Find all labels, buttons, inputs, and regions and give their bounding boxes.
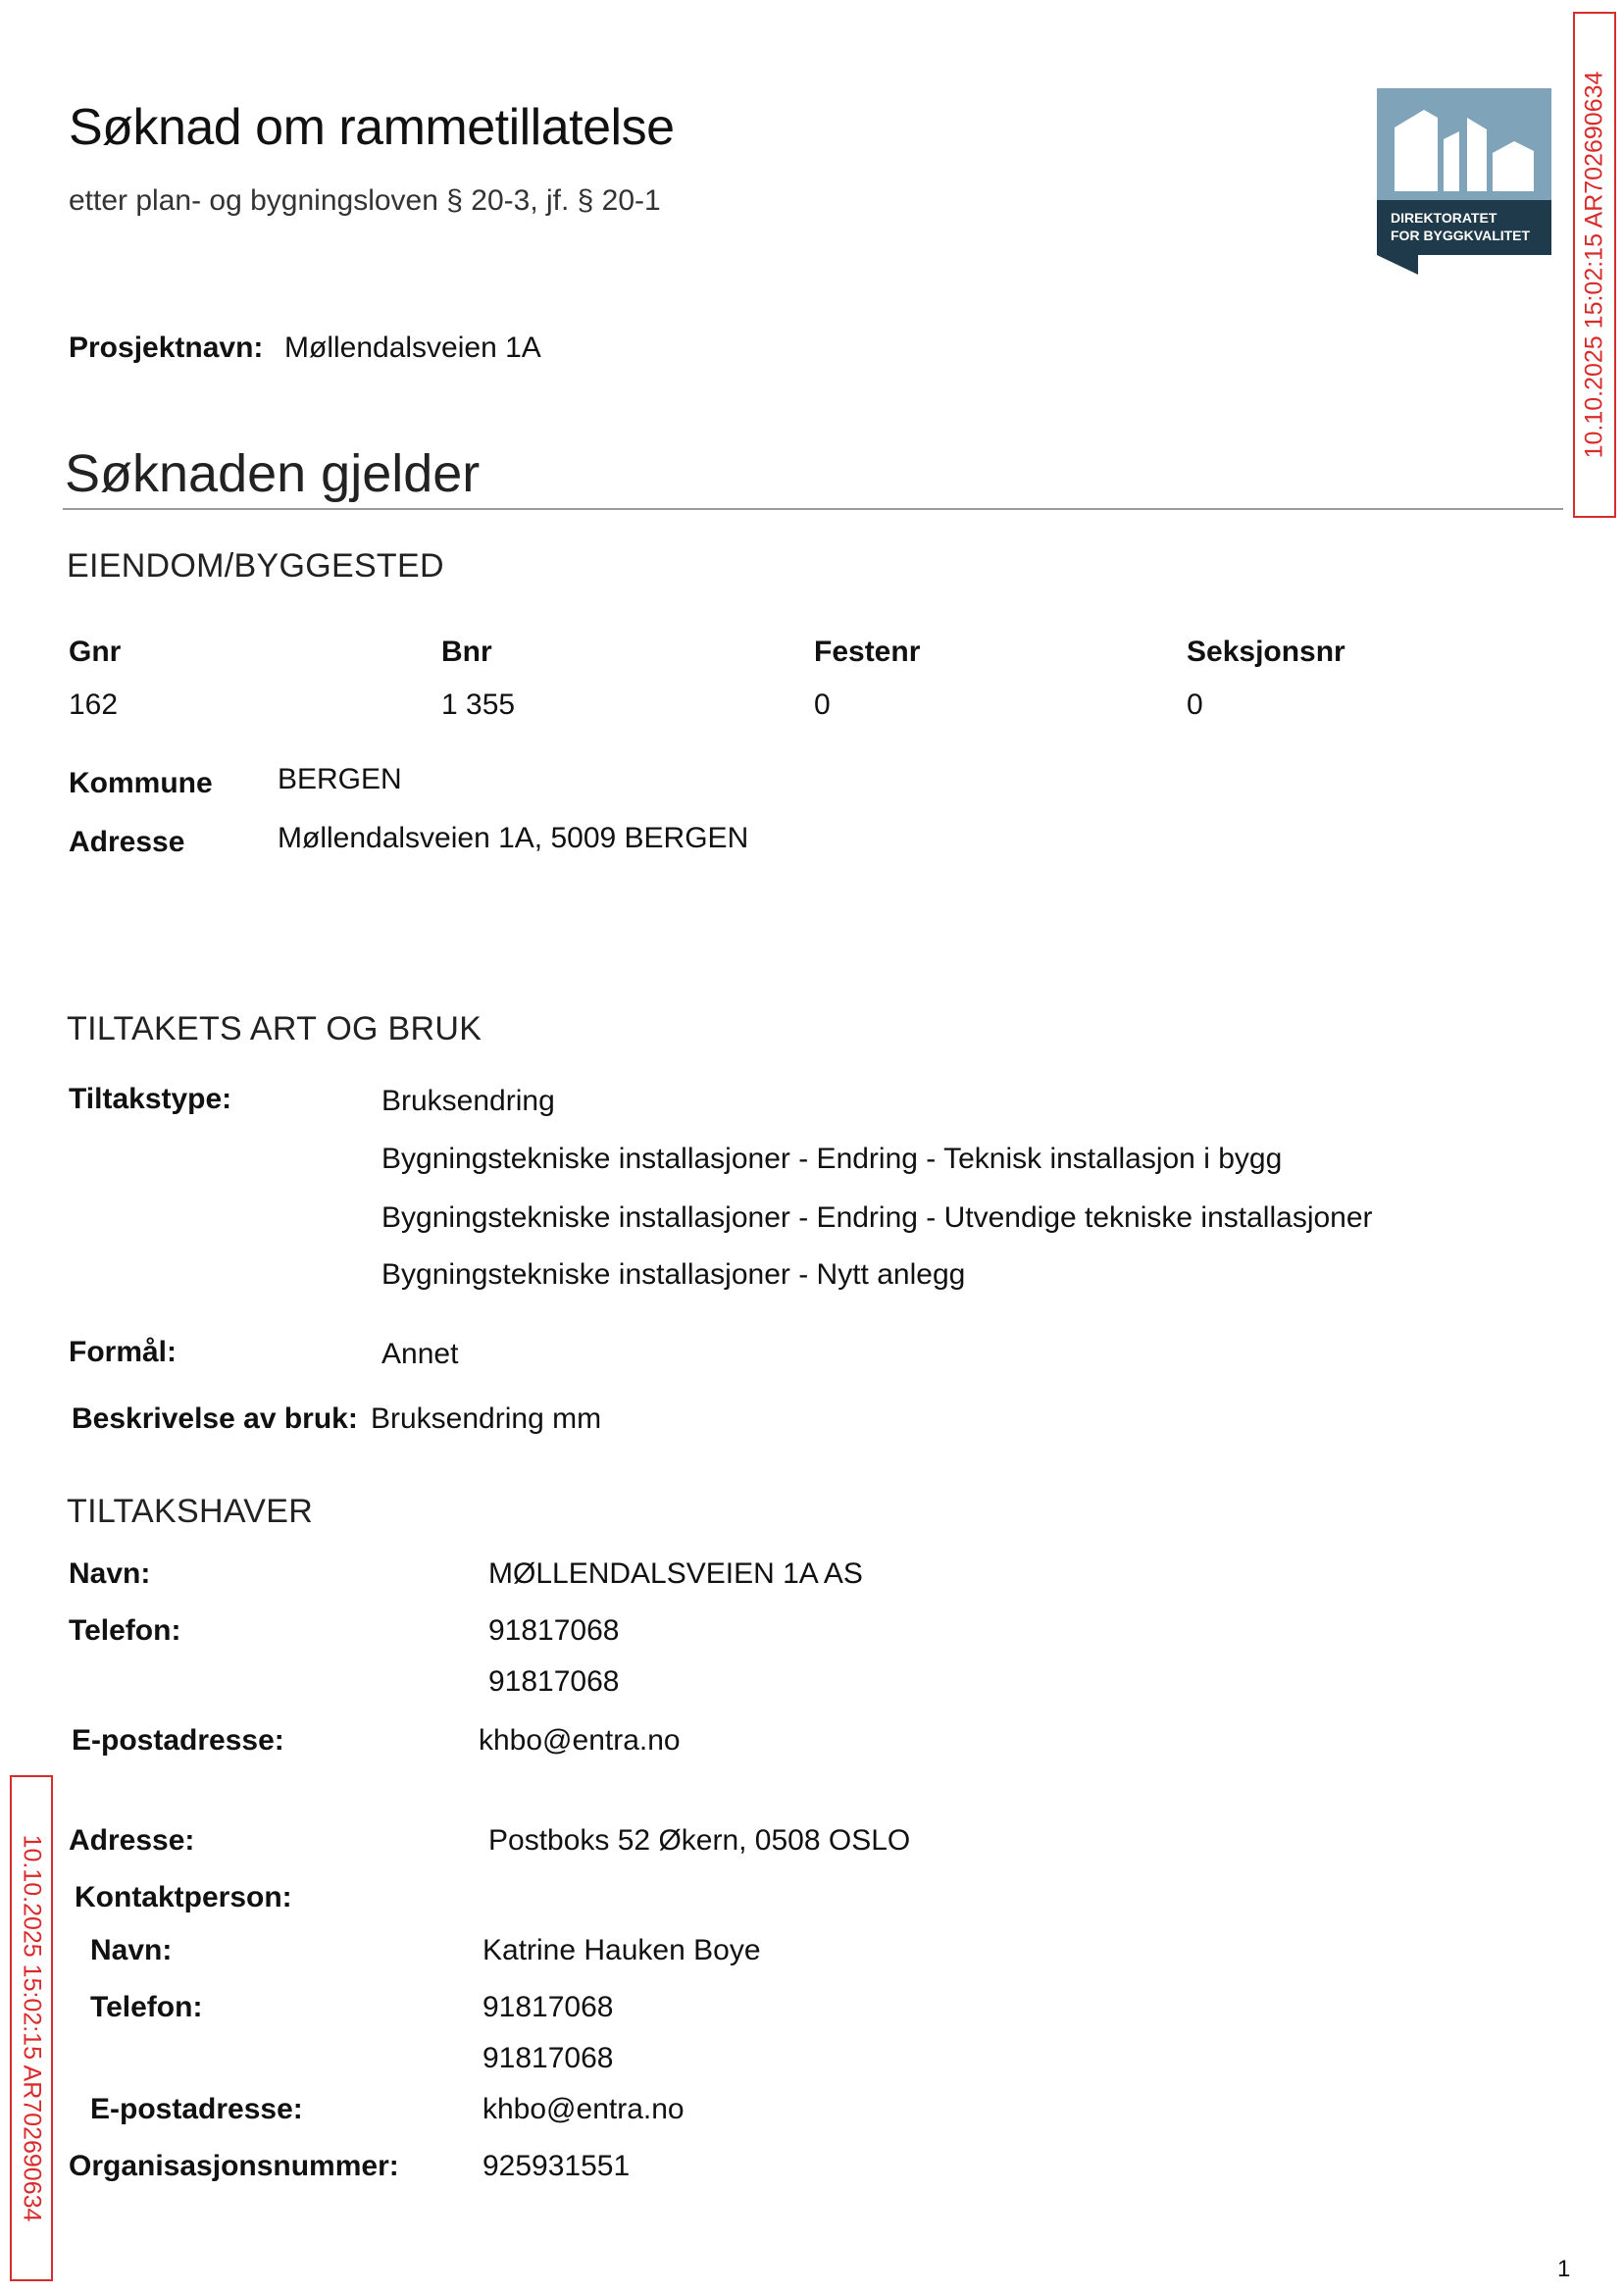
seksjonsnr-value: 0	[1187, 688, 1203, 721]
kontaktperson-label: Kontaktperson:	[75, 1881, 292, 1913]
adresse-label: Adresse	[69, 826, 185, 858]
dibk-logo-icon	[1377, 88, 1551, 275]
festenr-value: 0	[814, 688, 831, 721]
tiltakshaver-adresse-label: Adresse:	[69, 1824, 195, 1857]
adresse-value: Møllendalsveien 1A, 5009 BERGEN	[278, 822, 749, 854]
stamp-text: 10.10.2025 15:02:15 AR702690634	[1580, 71, 1608, 459]
formal-value: Annet	[381, 1338, 459, 1370]
tiltakstype-item: Bruksendring	[381, 1085, 555, 1117]
kontakt-telefon-value: 91817068	[482, 2042, 614, 2074]
tiltakstype-item: Bygningstekniske installasjoner - Nytt anlegg	[381, 1258, 966, 1291]
document-stamp-left	[10, 1775, 53, 2281]
stamp-text: 10.10.2025 15:02:15 AR702690634	[18, 1834, 46, 2222]
project-name-label: Prosjektnavn:	[69, 331, 264, 364]
bnr-label: Bnr	[441, 636, 492, 668]
festenr-label: Festenr	[814, 636, 921, 668]
tiltak-heading: TILTAKETS ART OG BRUK	[67, 1010, 482, 1047]
dibk-logo	[1377, 88, 1551, 275]
kommune-label: Kommune	[69, 767, 213, 799]
tiltakshaver-telefon-label: Telefon:	[69, 1614, 181, 1647]
formal-label: Formål:	[69, 1336, 178, 1368]
document-stamp-top	[1573, 12, 1616, 518]
kontakt-navn-label: Navn:	[90, 1934, 173, 1966]
gnr-label: Gnr	[69, 636, 122, 668]
tiltakshaver-epost-value: khbo@entra.no	[479, 1724, 681, 1757]
tiltakshaver-heading: TILTAKSHAVER	[67, 1493, 314, 1530]
kontakt-epost-label: E-postadresse:	[90, 2093, 303, 2125]
property-heading: EIENDOM/BYGGESTED	[67, 547, 444, 585]
gnr-value: 162	[69, 688, 119, 721]
kontakt-telefon-label: Telefon:	[90, 1991, 203, 2023]
beskrivelse-label: Beskrivelse av bruk:	[72, 1402, 358, 1435]
tiltakstype-label: Tiltakstype:	[69, 1083, 232, 1115]
organisasjonsnummer-label: Organisasjonsnummer:	[69, 2150, 399, 2182]
section-divider	[63, 508, 1563, 510]
tiltakshaver-telefon-value: 91817068	[488, 1665, 620, 1698]
document-title: Søknad om rammetillatelse	[69, 99, 675, 156]
tiltakstype-item: Bygningstekniske installasjoner - Endring - Teknisk installasjon i bygg	[381, 1143, 1283, 1175]
kontakt-navn-value: Katrine Hauken Boye	[482, 1934, 761, 1966]
logo-text-line1: DIREKTORATET	[1391, 210, 1497, 226]
section-title: Søknaden gjelder	[65, 444, 481, 503]
beskrivelse-value: Bruksendring mm	[371, 1402, 602, 1435]
tiltakshaver-epost-label: E-postadresse:	[72, 1724, 284, 1757]
kommune-value: BERGEN	[278, 763, 402, 795]
kontakt-telefon-value: 91817068	[482, 1991, 614, 2023]
seksjonsnr-label: Seksjonsnr	[1187, 636, 1345, 668]
organisasjonsnummer-value: 925931551	[482, 2150, 631, 2182]
tiltakstype-item: Bygningstekniske installasjoner - Endring - Utvendige tekniske installasjoner	[381, 1201, 1373, 1234]
bnr-value: 1 355	[441, 688, 516, 721]
tiltakshaver-adresse-value: Postboks 52 Økern, 0508 OSLO	[488, 1824, 911, 1857]
document-subtitle: etter plan- og bygningsloven § 20-3, jf. § 20-1	[69, 184, 661, 217]
tiltakshaver-navn-label: Navn:	[69, 1557, 151, 1590]
project-name-value: Møllendalsveien 1A	[284, 331, 541, 364]
page-number: 1	[1557, 2256, 1571, 2282]
tiltakshaver-telefon-value: 91817068	[488, 1614, 620, 1647]
kontakt-epost-value: khbo@entra.no	[482, 2093, 685, 2125]
tiltakshaver-navn-value: MØLLENDALSVEIEN 1A AS	[488, 1557, 863, 1590]
logo-text-line2: FOR BYGGKVALITET	[1391, 228, 1531, 243]
